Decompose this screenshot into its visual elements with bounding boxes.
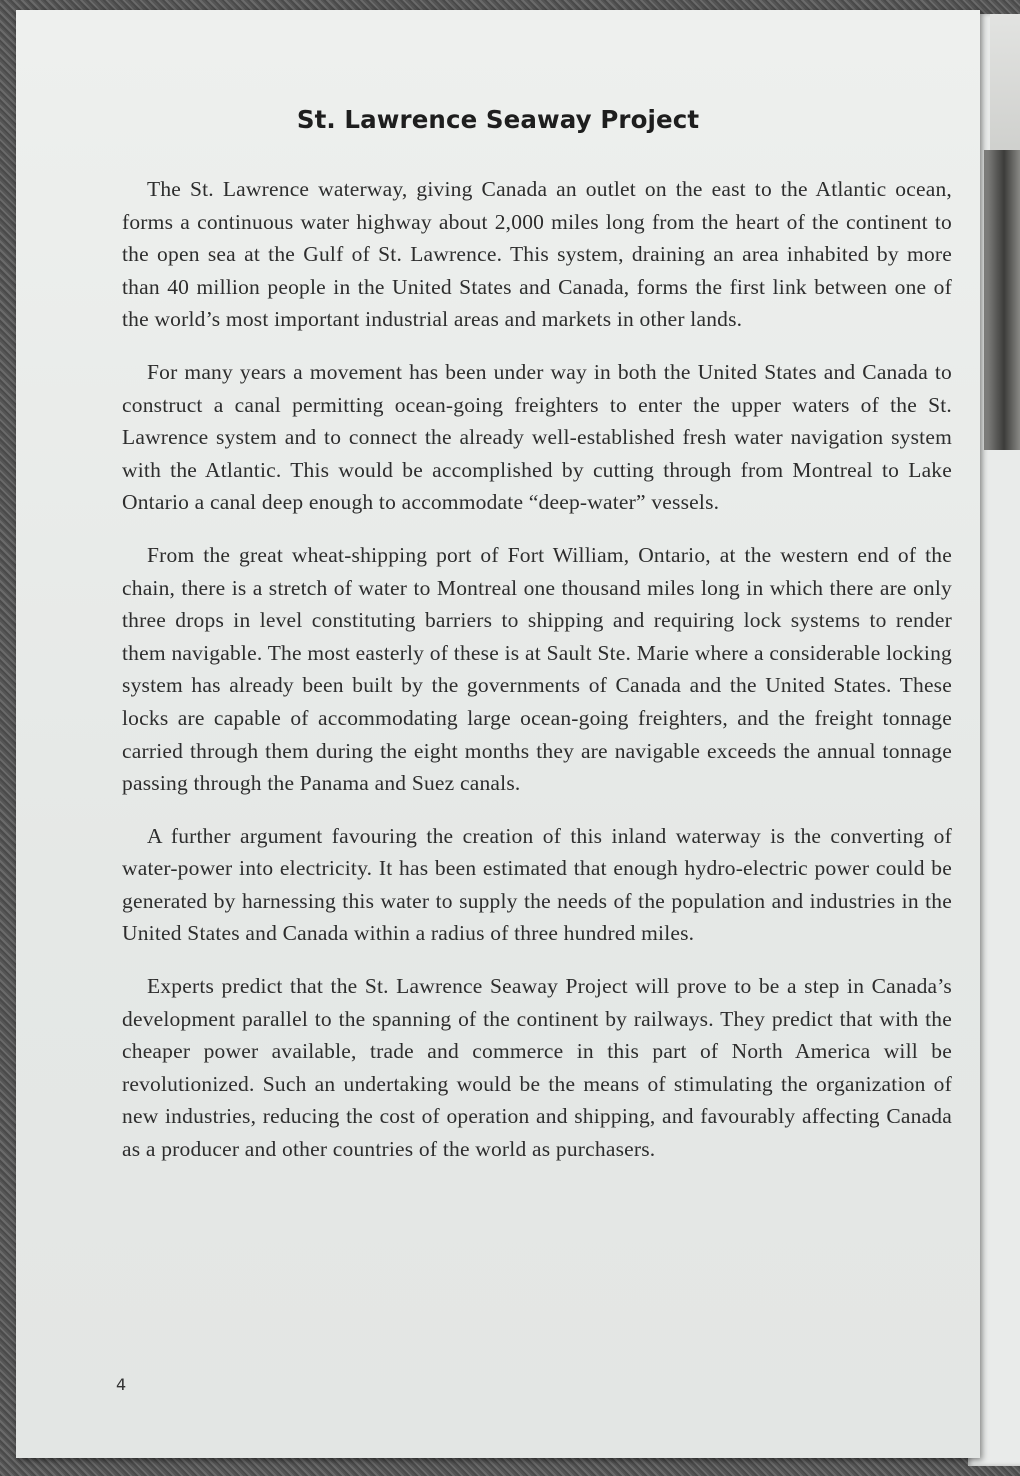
adjacent-page-photo-top	[990, 14, 1020, 154]
paragraph-2: For many years a movement has been under way in both the United States and Canada to construct a canal permitting ocean-going freighters to enter the upper waters of the St. Lawrence system and to connect the already well-established fresh water navigation system with the Atlantic. This would be accomplished by cutting through from Montreal to Lake Ontario a canal deep enough to accommodate “deep-water” vessels.	[122, 359, 952, 515]
page-title: St. Lawrence Seaway Project	[296, 105, 700, 134]
paragraph-5: Experts predict that the St. Lawrence Seaway Project will prove to be a step in Canada’s development parallel to the spanning of the continent by railways. They predict that with the cheaper power available, trade and commerce in this part of North America will be revolutionized. Such an undertaking would be the means of stimulating the organization of new industries, reducing the cost of operation and shipping, and favourably affecting Canada as a producer and other countries of the world as purchasers.	[122, 974, 952, 1162]
page-number: 4	[116, 1375, 127, 1394]
paragraph-4: A further argument favouring the creation of this inland waterway is the converting of water-power into electricity. It has been estimated that enough hydro-electric power could be generated by harnessing this water to supply the needs of the population and industries in the United States and Canada within a radius of three hundred miles.	[122, 823, 952, 946]
body-text	[122, 173, 952, 1186]
paragraph-3: From the great wheat-shipping port of Fort William, Ontario, at the western end of the chain, there is a stretch of water to Montreal one thousand miles long in which there are only three drops in level constituting barriers to shipping and requiring lock systems to render them navigable. The most easterly of these is at Sault Ste. Marie where a considerable locking system has already been built by the governments of Canada and the United States. These locks are capable of accommodating large ocean-going freighters, and the freight tonnage carried through them during the eight months they are navigable exceeds the annual tonnage passing through the Panama and Suez canals.	[122, 542, 952, 796]
paragraph-1: The St. Lawrence waterway, giving Canada an outlet on the east to the Atlantic ocean, forms a continuous water highway about 2,000 miles long from the heart of the continent to the open sea at the Gulf of St. Lawrence. This system, draining an area inhabited by more than 40 million people in the United States and Canada, forms the first link between one of the world’s most important industrial areas and markets in other lands.	[122, 177, 952, 332]
adjacent-page-photo	[984, 150, 1020, 450]
book-page	[16, 10, 980, 1458]
